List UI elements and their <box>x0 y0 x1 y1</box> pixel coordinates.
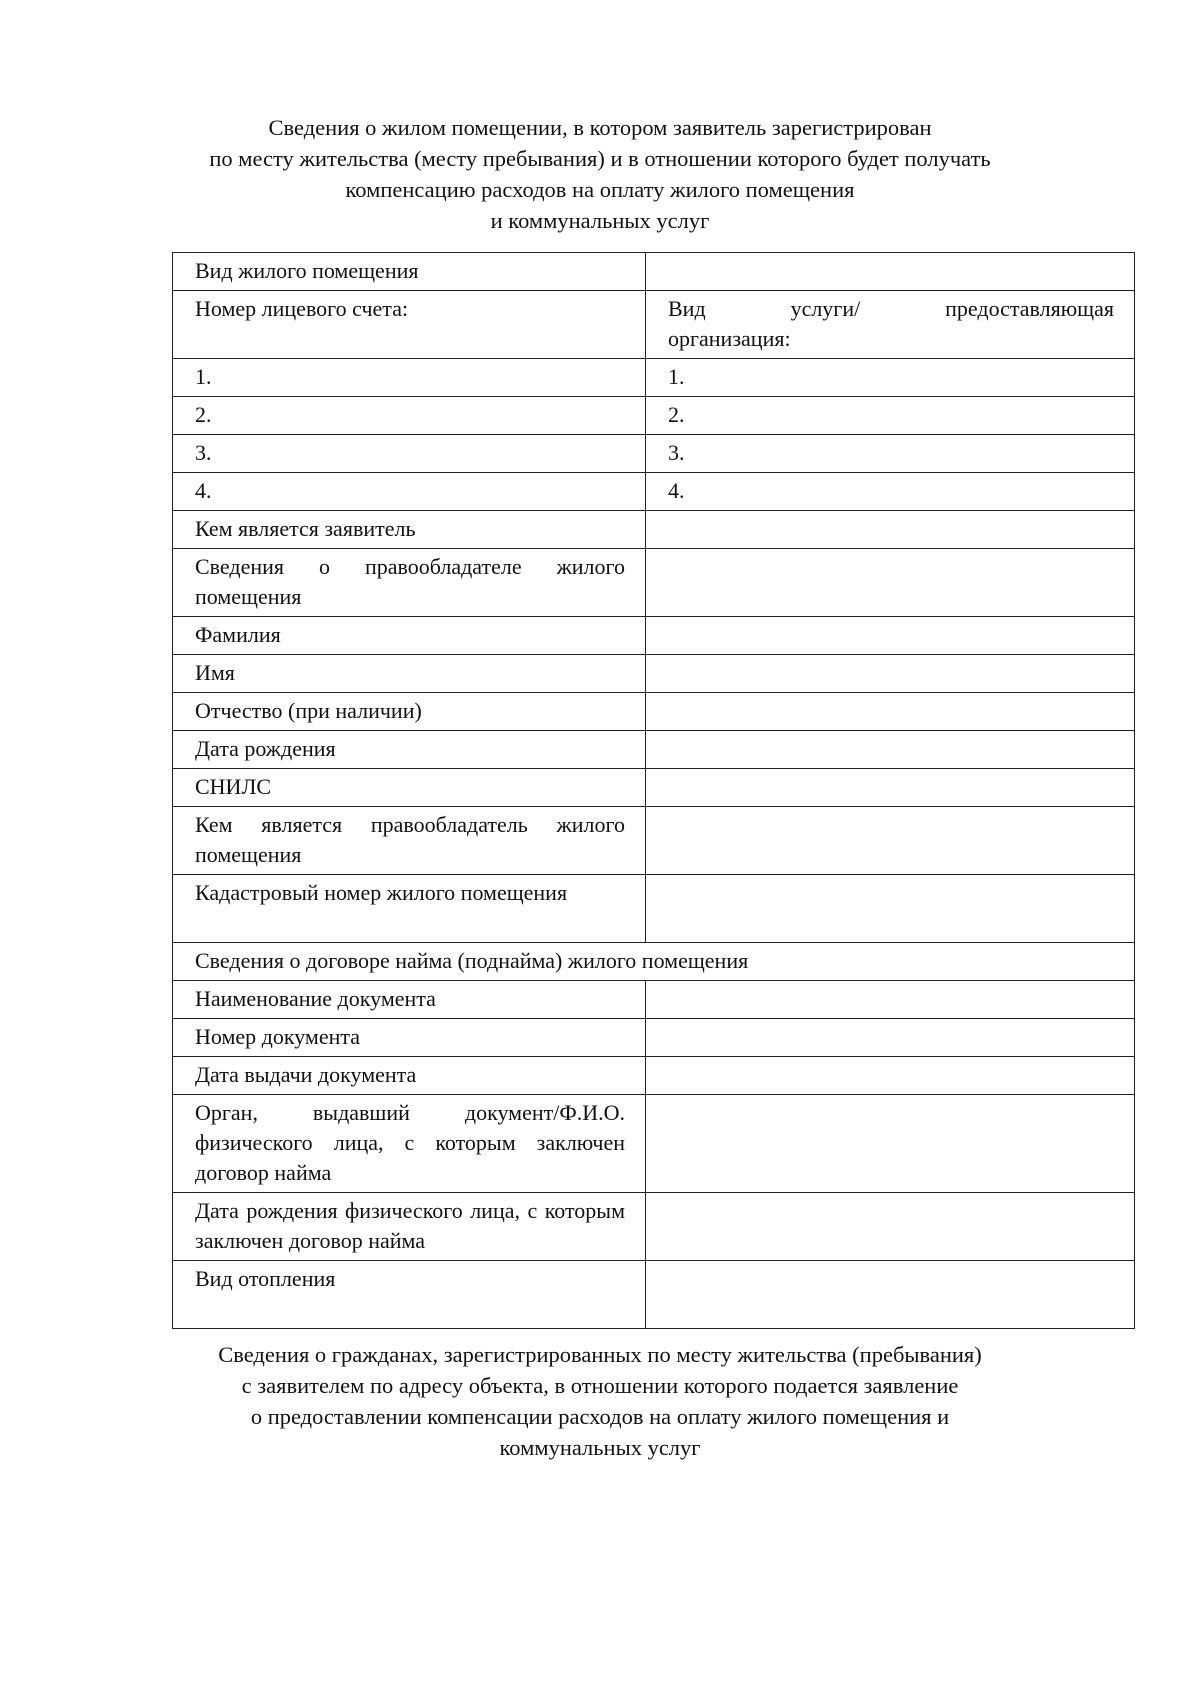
document-number-label: Номер документа <box>173 1019 646 1057</box>
heading-line: о предоставлении компенсации расходов на оплату жилого помещения и <box>250 1404 950 1429</box>
service-provider-field-4[interactable]: 4. <box>646 473 1135 511</box>
table-row <box>173 807 1135 875</box>
housing-type-field[interactable] <box>646 253 1135 291</box>
account-number-field-3[interactable]: 3. <box>173 435 646 473</box>
document-name-field[interactable] <box>646 981 1135 1019</box>
table-row <box>173 693 1135 731</box>
heading-line: Сведения о гражданах, зарегистрированных по месту жительства (пребывания) <box>218 1342 982 1367</box>
surname-label: Фамилия <box>173 617 646 655</box>
cadastral-number-field[interactable] <box>646 875 1135 943</box>
housing-info-table <box>172 252 1135 875</box>
document-issue-date-field[interactable] <box>646 1057 1135 1095</box>
owner-role-label: Кем является правообладатель жилого помещения <box>173 807 646 875</box>
table-row <box>173 253 1135 291</box>
heading-line: с заявителем по адресу объекта, в отношении которого подается заявление <box>241 1373 959 1398</box>
table-row <box>173 875 1135 943</box>
service-provider-field-3[interactable]: 3. <box>646 435 1135 473</box>
issuing-authority-field[interactable] <box>646 1095 1135 1193</box>
service-provider-field-1[interactable]: 1. <box>646 359 1135 397</box>
table-row <box>173 1019 1135 1057</box>
table-row <box>173 549 1135 617</box>
account-number-field-1[interactable]: 1. <box>173 359 646 397</box>
patronymic-label: Отчество (при наличии) <box>173 693 646 731</box>
document-number-field[interactable] <box>646 1019 1135 1057</box>
lessor-birth-date-field[interactable] <box>646 1193 1135 1261</box>
account-number-field-4[interactable]: 4. <box>173 473 646 511</box>
table-row <box>173 617 1135 655</box>
birth-date-label: Дата рождения <box>173 731 646 769</box>
table-row <box>173 769 1135 807</box>
heading-line: Сведения о жилом помещении, в котором заявитель зарегистрирован <box>268 115 932 140</box>
heading-line: по месту жительства (месту пребывания) и в отношении которого будет получать <box>209 146 991 171</box>
name-field[interactable] <box>646 655 1135 693</box>
lease-info-table <box>172 874 1135 1329</box>
heading-line: коммунальных услуг <box>499 1435 701 1460</box>
name-label: Имя <box>173 655 646 693</box>
service-provider-field-2[interactable]: 2. <box>646 397 1135 435</box>
table-row <box>173 291 1135 359</box>
heating-type-field[interactable] <box>646 1261 1135 1329</box>
lease-info-label: Сведения о договоре найма (поднайма) жилого помещения <box>173 943 1135 981</box>
table-row <box>173 731 1135 769</box>
account-number-field-2[interactable]: 2. <box>173 397 646 435</box>
lessor-birth-date-label: Дата рождения физического лица, с которым заключен договор найма <box>173 1193 646 1261</box>
table-row <box>173 1261 1135 1329</box>
owner-info-label: Сведения о правообладателе жилого помещения <box>173 549 646 617</box>
heading-line: и коммунальных услуг <box>490 208 710 233</box>
applicant-role-label: Кем является заявитель <box>173 511 646 549</box>
patronymic-field[interactable] <box>646 693 1135 731</box>
service-provider-label <box>646 291 1135 359</box>
table-row <box>173 1095 1135 1193</box>
section-heading-housing-info <box>0 112 1200 236</box>
service-provider-label-line2: организация: <box>668 326 791 351</box>
table-row <box>173 943 1135 981</box>
account-number-label: Номер лицевого счета: <box>173 291 646 359</box>
table-row <box>173 981 1135 1019</box>
document-issue-date-label: Дата выдачи документа <box>173 1057 646 1095</box>
housing-type-label: Вид жилого помещения <box>173 253 646 291</box>
owner-info-field[interactable] <box>646 549 1135 617</box>
table-row <box>173 397 1135 435</box>
issuing-authority-label: Орган, выдавший документ/Ф.И.О. физического лица, с которым заключен договор найма <box>173 1095 646 1193</box>
snils-label: СНИЛС <box>173 769 646 807</box>
table-row <box>173 511 1135 549</box>
table-row <box>173 655 1135 693</box>
owner-role-field[interactable] <box>646 807 1135 875</box>
document-name-label: Наименование документа <box>173 981 646 1019</box>
service-provider-label-word: Вид <box>668 296 706 321</box>
table-row <box>173 435 1135 473</box>
table-row <box>173 1057 1135 1095</box>
heading-line: компенсацию расходов на оплату жилого помещения <box>345 177 855 202</box>
birth-date-field[interactable] <box>646 731 1135 769</box>
cadastral-number-label: Кадастровый номер жилого помещения <box>173 875 646 943</box>
service-provider-label-word: услуги/ <box>790 296 861 321</box>
snils-field[interactable] <box>646 769 1135 807</box>
table-row <box>173 359 1135 397</box>
section-heading-registered-citizens <box>0 1339 1200 1463</box>
surname-field[interactable] <box>646 617 1135 655</box>
heating-type-label: Вид отопления <box>173 1261 646 1329</box>
service-provider-label-word: предоставляющая <box>945 296 1114 321</box>
table-row <box>173 1193 1135 1261</box>
table-row <box>173 473 1135 511</box>
applicant-role-field[interactable] <box>646 511 1135 549</box>
